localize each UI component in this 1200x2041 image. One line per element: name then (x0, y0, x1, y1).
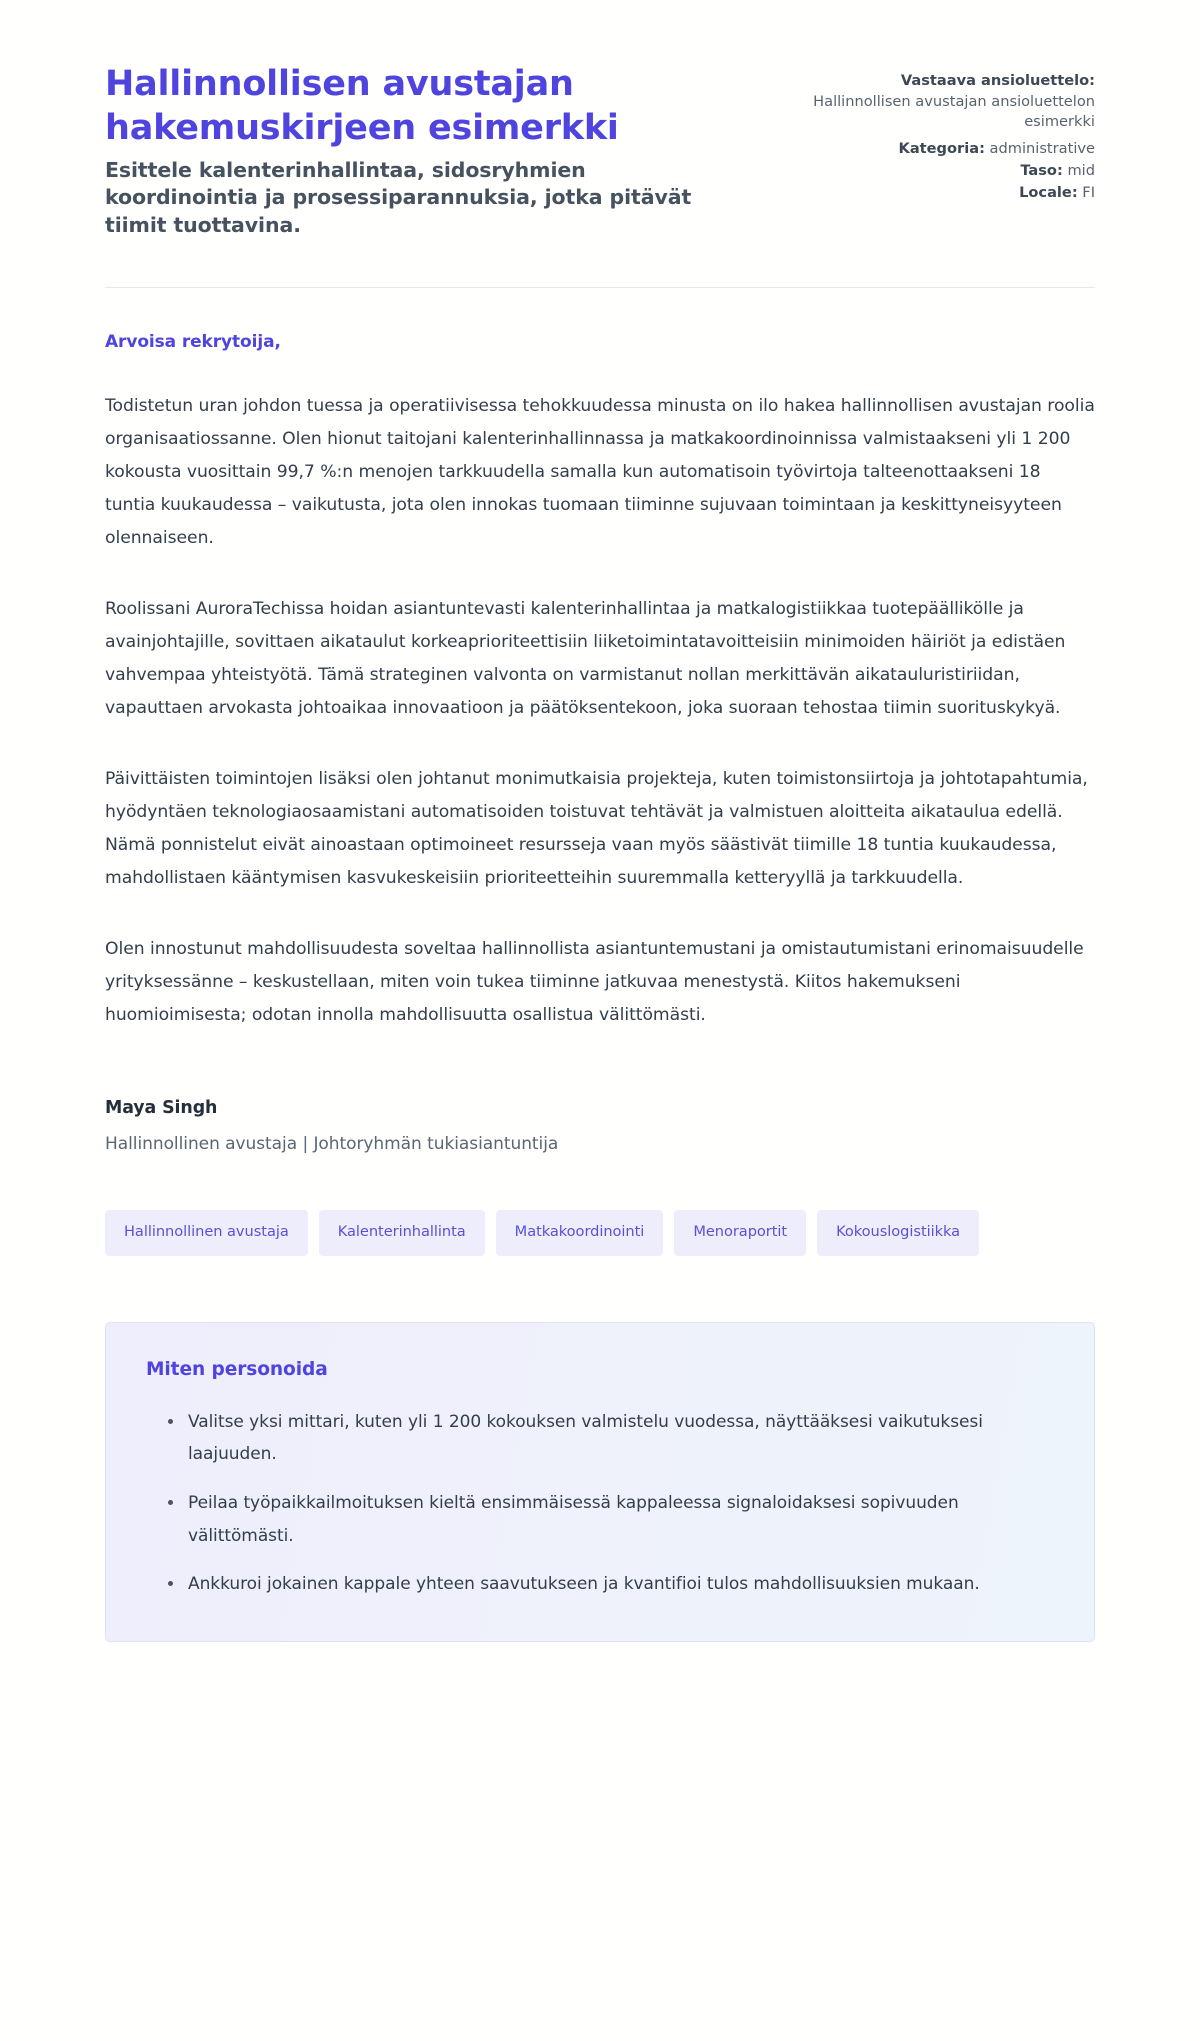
meta-related-resume (795, 71, 1095, 133)
meta-level-label: Taso: (1020, 161, 1063, 179)
tag-chip[interactable]: Matkakoordinointi (496, 1210, 664, 1256)
meta-related-resume-label: Vastaava ansioluettelo: (900, 72, 1095, 89)
callout-title: Miten personoida (146, 1358, 328, 1380)
meta-related-resume-value[interactable]: Hallinnollisen avustajan ansioluettelon esimerkki (813, 92, 1095, 131)
callout-tip-list (146, 1406, 1054, 1601)
letter-paragraph: Roolissani AuroraTechissa hoidan asiantuntevasti kalenterinhallintaa ja matkalogistiikkaa tuotepäällikölle ja avainjohtajille, sovittaen aikataulut korkeaprioriteettisiin liiketoimintatavoitteisiin minimoiden häiriöt ja edistäen vahvempaa yhteistyötä. Tämä strateginen valvonta on varmistanut nollan merkittävän aikatauluristiriidan, vapauttaen arvokasta johtoaikaa innovaatioon ja päätöksentekoon, joka suoraan tehostaa tiimin suorituskykyä. (105, 599, 1066, 719)
meta-locale-value: FI (1082, 183, 1095, 201)
page-subtitle: Esittele kalenterinhallintaa, sidosryhmien koordinointia ja prosessiparannuksia, jotka pitävät tiimit tuottavina. (105, 158, 692, 237)
document-header (105, 0, 1095, 239)
meta-category (795, 139, 1095, 160)
callout-tip-item: Peilaa työpaikkailmoituksen kieltä ensimmäisessä kappaleessa signaloidaksesi sopivuuden välittömästi. (168, 1487, 1054, 1552)
tag-chip[interactable]: Hallinnollinen avustaja (105, 1210, 308, 1256)
page-title: Hallinnollisen avustajan hakemuskirjeen esimerkki (105, 64, 619, 149)
meta-locale-label: Locale: (1019, 183, 1078, 201)
tag-chip[interactable]: Kalenterinhallinta (319, 1210, 485, 1256)
callout-tip-item: Ankkuroi jokainen kappale yhteen saavutukseen ja kvantifioi tulos mahdollisuuksien mukaan. (168, 1568, 1054, 1601)
letter-paragraph: Olen innostunut mahdollisuudesta soveltaa hallinnollista asiantuntemustani ja omistautumistani erinomaisuudelle yrityksessänne – keskustellaan, miten voin tukea tiiminne jatkuvaa menestystä. Kiitos hakemukseni huomioimisesta; odotan innolla mahdollisuutta osallistua välittömästi. (105, 939, 1084, 1026)
signature-name: Maya Singh (105, 1098, 218, 1119)
letter-paragraph: Todistetun uran johdon tuessa ja operatiivisessa tehokkuudessa minusta on ilo hakea hallinnollisen avustajan roolia organisaatiossanne. Olen hionut taitojani kalenterinhallinnassa ja matkakoordinoinnissa valmistaakseni yli 1 200 kokousta vuosittain 99,7 %:n menojen tarkkuudella samalla kun automatisoin työvirtoja talteenottaakseni 18 tuntia kuukaudessa – vaikutusta, jota olen innokas tuomaan tiiminne sujuvaan toimintaan ja keskittyneisyyteen olennaiseen. (105, 395, 1095, 548)
meta-category-label: Kategoria: (898, 140, 985, 158)
letter-signature (105, 1098, 1095, 1154)
header-title-block (105, 62, 745, 239)
letter-salutation: Arvoisa rekrytoija, (105, 331, 281, 352)
tag-chip[interactable]: Menoraportit (674, 1210, 806, 1256)
meta-level (795, 161, 1095, 182)
tag-chip[interactable]: Kokouslogistiikka (817, 1210, 979, 1256)
cover-letter-body (105, 288, 1095, 1642)
letter-paragraph: Päivittäisten toimintojen lisäksi olen johtanut monimutkaisia projekteja, kuten toimistonsiirtoja ja johtotapahtumia, hyödyntäen teknologiaosaamistani automatisoiden toistuvat tehtävät ja valmistuen aloitteita aikataulua edellä. Nämä ponnistelut eivät ainoastaan optimoineet resursseja vaan myös säästivät tiimille 18 tuntia kuukaudessa, mahdollistaen kääntymisen kasvukeskeisiin prioriteetteihin suuremmalla ketteryyllä ja tarkkuudella. (105, 769, 1088, 889)
personalization-callout (105, 1322, 1095, 1642)
meta-locale (795, 183, 1095, 204)
callout-tip-item: Valitse yksi mittari, kuten yli 1 200 kokouksen valmistelu vuodessa, näyttääksesi vaikutuksesi laajuuden. (168, 1406, 1054, 1471)
signature-role: Hallinnollinen avustaja | Johtoryhmän tukiasiantuntija (105, 1134, 559, 1155)
document-metadata (795, 62, 1095, 204)
meta-category-value: administrative (989, 140, 1095, 158)
meta-level-value: mid (1067, 161, 1095, 179)
tag-list (105, 1210, 1095, 1256)
